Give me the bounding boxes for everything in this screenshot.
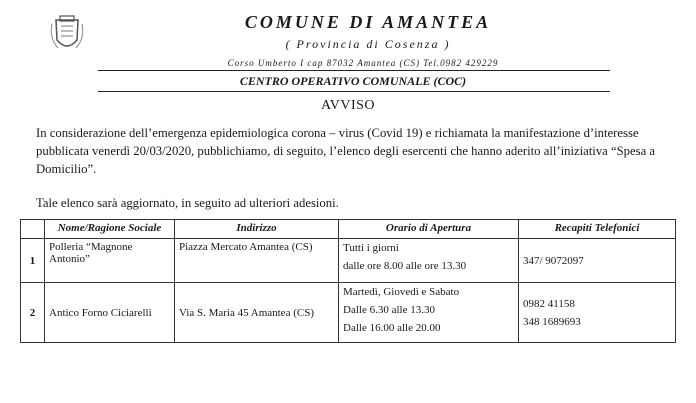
hours-line: Dalle 6.30 alle 13.30 [343,304,435,316]
merchant-address: Piazza Mercato Amantea (CS) [175,239,339,283]
office-name: CENTRO OPERATIVO COMUNALE (COC) [239,74,467,88]
phone-numbers [519,239,676,283]
opening-hours [339,239,519,283]
phone-numbers [519,283,676,343]
table-row [21,283,676,343]
hours-line: Tutti i giorni [343,242,399,254]
page-title: COMUNE DI AMANTEA [244,12,492,32]
update-note: Tale elenco sarà aggiornato, in seguito ad ulteriori adesioni. [36,196,339,210]
phone-number: 348 1689693 [523,315,581,328]
column-header-phones: Recapiti Telefonici [519,220,676,239]
merchants-table [20,219,676,343]
office-divider [98,91,610,92]
row-number: 1 [21,239,45,283]
opening-hours [339,283,519,343]
hours-line: Martedì, Giovedì e Sabato [343,286,460,298]
header-divider [98,70,610,71]
merchant-name: Antico Forno Ciciarelli [45,283,175,343]
hours-line: Dalle 16.00 alle 20.00 [343,322,441,334]
table-header-row [21,220,676,239]
hours-line: dalle ore 8.00 alle ore 13.30 [343,260,467,272]
address-line: Corso Umberto I cap 87032 Amantea (CS) Tel.0982 429229 [227,58,499,68]
notice-paragraph: In considerazione dell’emergenza epidemiologica corona – virus (Covid 19) e richiamata la manifestazione d’interesse pubblicata venerdì 20/03/2020, pubblichiamo, di seguito, l’elenco degli esercenti che hanno aderito all’iniziativa “Spesa a Domicilio”. [36,126,656,176]
merchant-address: Via S. Maria 45 Amantea (CS) [175,283,339,343]
column-header-number [21,220,45,239]
column-header-name: Nome/Ragione Sociale [45,220,175,239]
merchant-name: Polleria “Magnone Antonio” [45,239,175,283]
table-row [21,239,676,283]
column-header-address: Indirizzo [175,220,339,239]
phone-number: 0982 41158 [523,297,575,310]
phone-number: 347/ 9072097 [523,254,584,267]
column-header-hours: Orario di Apertura [339,220,519,239]
row-number: 2 [21,283,45,343]
notice-heading: AVVISO [320,98,376,113]
province-subtitle: ( Provincia di Cosenza ) [285,37,451,51]
